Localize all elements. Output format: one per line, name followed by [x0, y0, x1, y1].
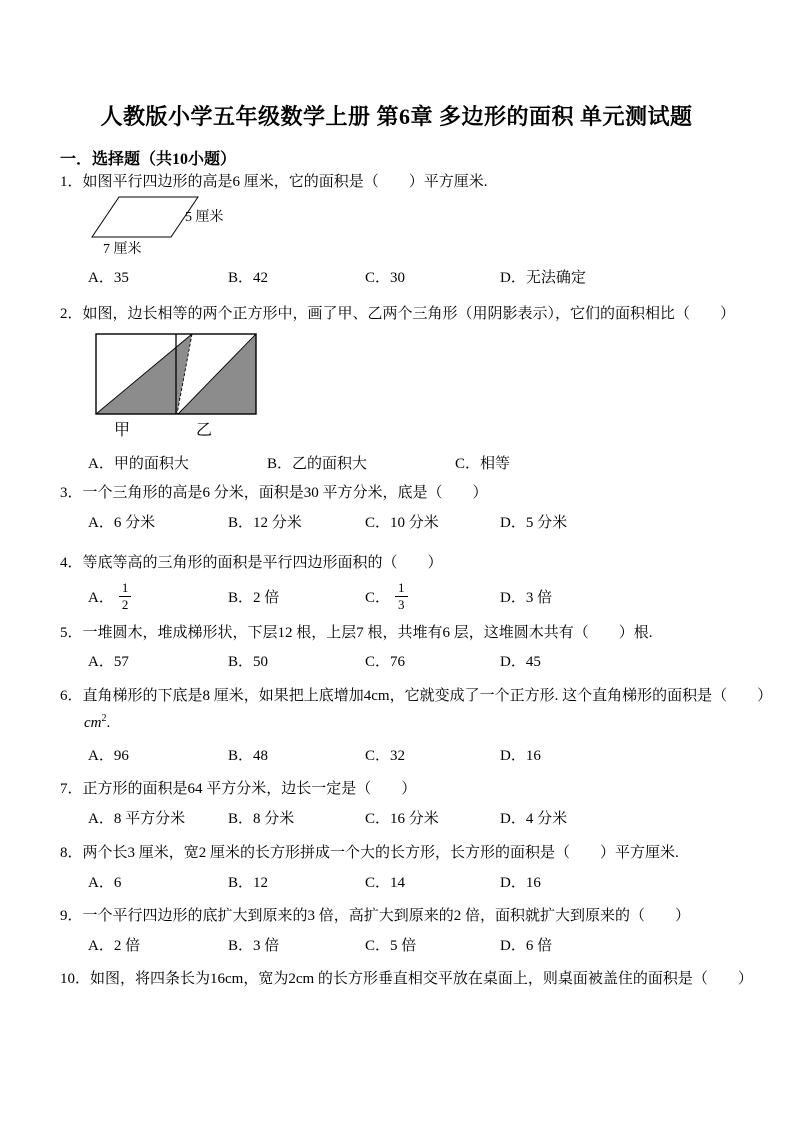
question-2-options [88, 452, 778, 472]
question-1-options [88, 266, 778, 286]
option-5a: A．57 [88, 654, 129, 670]
question-3-options [88, 511, 778, 531]
option-1a: A．35 [88, 270, 129, 286]
option-4c-prefix: C． [365, 589, 391, 606]
unit-period: . [106, 715, 111, 731]
figure-label-yi: 乙 [196, 422, 213, 439]
option-2c: C．相等 [455, 456, 511, 472]
option-9d: D．6 倍 [500, 938, 553, 954]
question-9-text: 9．一个平行四边形的底扩大到原来的3 倍，高扩大到原来的2 倍，面积就扩大到原来的（ ） [60, 908, 691, 924]
option-6c: C．32 [365, 748, 406, 764]
question-7-options [88, 807, 778, 827]
question-1-text: 1．如图平行四边形的高是6 厘米，它的面积是（ ）平方厘米. [60, 174, 488, 190]
option-6a: A．96 [88, 748, 129, 764]
section-header: 一．选择题（共10小题） [60, 151, 237, 168]
question-5-text: 5．一堆圆木，堆成梯形状，下层12 根，上层7 根，共堆有6 层，这堆圆木共有（ ）根. [60, 625, 653, 641]
option-1b: B．42 [228, 270, 269, 286]
option-4a-prefix: A． [88, 589, 114, 606]
unit-cm: cm [84, 715, 102, 731]
parallelogram-base-label: 7 厘米 [103, 242, 142, 257]
figure-label-jia: 甲 [114, 422, 131, 439]
option-3a: A．6 分米 [88, 515, 156, 531]
option-4b: B．2 倍 [228, 589, 280, 606]
option-1d: D．无法确定 [500, 270, 586, 286]
option-3d: D．5 分米 [500, 515, 568, 531]
option-3b: B．12 分米 [228, 515, 302, 531]
question-5-options [88, 650, 778, 670]
question-3-text: 3．一个三角形的高是6 分米，面积是30 平方分米，底是（ ） [60, 485, 488, 501]
option-7a: A．8 平方分米 [88, 811, 186, 827]
option-7d: D．4 分米 [500, 811, 568, 827]
option-7b: B．8 分米 [228, 811, 295, 827]
question-8-text: 8．两个长3 厘米，宽2 厘米的长方形拼成一个大的长方形，长方形的面积是（ ）平方厘米. [60, 845, 679, 861]
option-2b: B．乙的面积大 [267, 456, 368, 472]
option-6d: D．16 [500, 748, 541, 764]
option-5c: C．76 [365, 654, 406, 670]
page-title: 人教版小学五年级数学上册 第6章 多边形的面积 单元测试题 [100, 104, 693, 129]
question-6-options [88, 744, 778, 764]
figure-parallelogram [91, 194, 326, 258]
parallelogram-side-label: 5 厘米 [185, 210, 224, 225]
option-9a: A．2 倍 [88, 938, 141, 954]
unit-exponent: 2 [101, 713, 107, 724]
option-1c: C．30 [365, 270, 406, 286]
option-4a [88, 577, 131, 615]
fraction-one-third: $\frac{1}{3}$ [395, 580, 408, 612]
question-6-text: 6．直角梯形的下底是8 厘米，如果把上底增加4cm，它就变成了一个正方形. 这个直角梯形的面积是（ ） [60, 688, 773, 704]
question-4-options [88, 577, 778, 615]
option-4c [365, 577, 408, 615]
option-7c: C．16 分米 [365, 811, 439, 827]
question-6-unit [84, 713, 110, 732]
question-2-text: 2．如图，边长相等的两个正方形中，画了甲、乙两个三角形（用阴影表示），它们的面积相比（ ） [60, 306, 736, 322]
question-10-text: 10．如图，将四条长为16cm，宽为2cm 的长方形垂直相交平放在桌面上，则桌面被盖住的面积是（ ） [60, 971, 753, 987]
option-8c: C．14 [365, 875, 406, 891]
question-4-text: 4．等底等高的三角形的面积是平行四边形面积的（ ） [60, 555, 443, 571]
option-8d: D．16 [500, 875, 541, 891]
shaded-triangles-shape [95, 333, 257, 415]
option-9b: B．3 倍 [228, 938, 280, 954]
option-8b: B．12 [228, 875, 269, 891]
figure-shaded-triangles [95, 333, 265, 438]
option-9c: C．5 倍 [365, 938, 417, 954]
question-9-options [88, 934, 778, 954]
fraction-one-half: $\frac{1}{2}$ [119, 580, 132, 612]
question-8-options [88, 871, 778, 891]
option-2a: A．甲的面积大 [88, 456, 189, 472]
option-5b: B．50 [228, 654, 269, 670]
option-6b: B．48 [228, 748, 269, 764]
option-4d: D．3 倍 [500, 589, 553, 606]
option-5d: D．45 [500, 654, 541, 670]
option-3c: C．10 分米 [365, 515, 439, 531]
option-8a: A．6 [88, 875, 122, 891]
question-7-text: 7．正方形的面积是64 平方分米，边长一定是（ ） [60, 781, 417, 797]
